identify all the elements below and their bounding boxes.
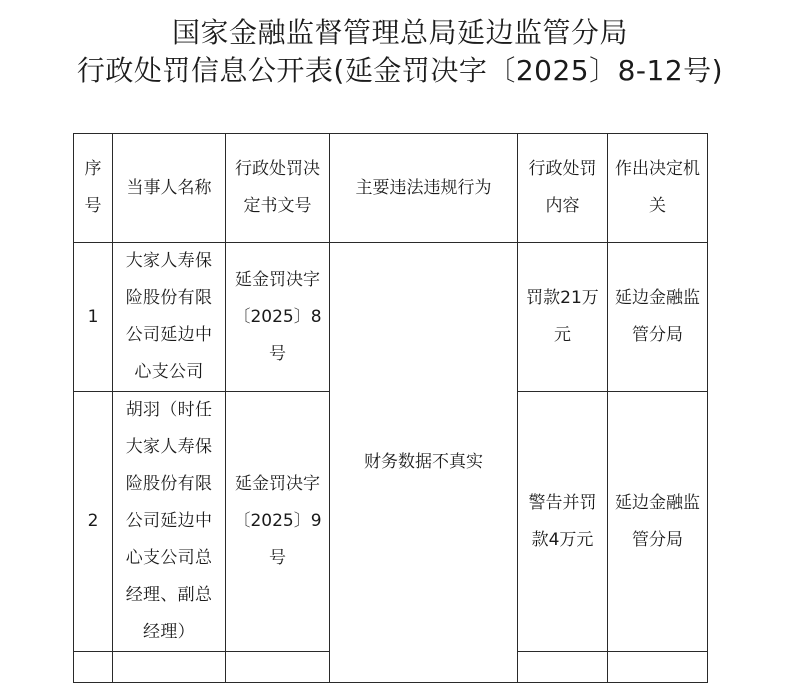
partial-cell <box>608 652 708 683</box>
partial-cell <box>226 652 330 683</box>
title-line-2: 行政处罚信息公开表(延金罚决字〔2025〕8-12号) <box>76 54 724 87</box>
table-row <box>74 243 708 392</box>
header-party: 当事人名称 <box>113 134 226 243</box>
header-penalty: 行政处罚内容 <box>518 134 608 243</box>
row-seq: 2 <box>74 392 113 652</box>
shared-violation-cell: 财务数据不真实 <box>330 243 518 683</box>
penalty-table <box>73 133 708 683</box>
header-seq: 序号 <box>74 134 113 243</box>
row-party: 大家人寿保险股份有限公司延边中心支公司 <box>113 243 226 392</box>
row-decision-no: 延金罚决字〔2025〕8号 <box>226 243 330 392</box>
header-violation: 主要违法违规行为 <box>330 134 518 243</box>
row-penalty: 警告并罚款4万元 <box>518 392 608 652</box>
document-title <box>0 14 800 90</box>
title-line-1: 国家金融监督管理总局延边监管分局 <box>171 16 628 49</box>
row-authority: 延边金融监管分局 <box>608 243 708 392</box>
partial-cell <box>518 652 608 683</box>
header-decision-no: 行政处罚决定书文号 <box>226 134 330 243</box>
row-seq: 1 <box>74 243 113 392</box>
row-party: 胡羽（时任大家人寿保险股份有限公司延边中心支公司总经理、副总经理） <box>113 392 226 652</box>
row-decision-no: 延金罚决字〔2025〕9号 <box>226 392 330 652</box>
table-header-row <box>74 134 708 243</box>
partial-cell <box>74 652 113 683</box>
header-authority: 作出决定机关 <box>608 134 708 243</box>
row-authority: 延边金融监管分局 <box>608 392 708 652</box>
row-penalty: 罚款21万元 <box>518 243 608 392</box>
partial-cell <box>113 652 226 683</box>
